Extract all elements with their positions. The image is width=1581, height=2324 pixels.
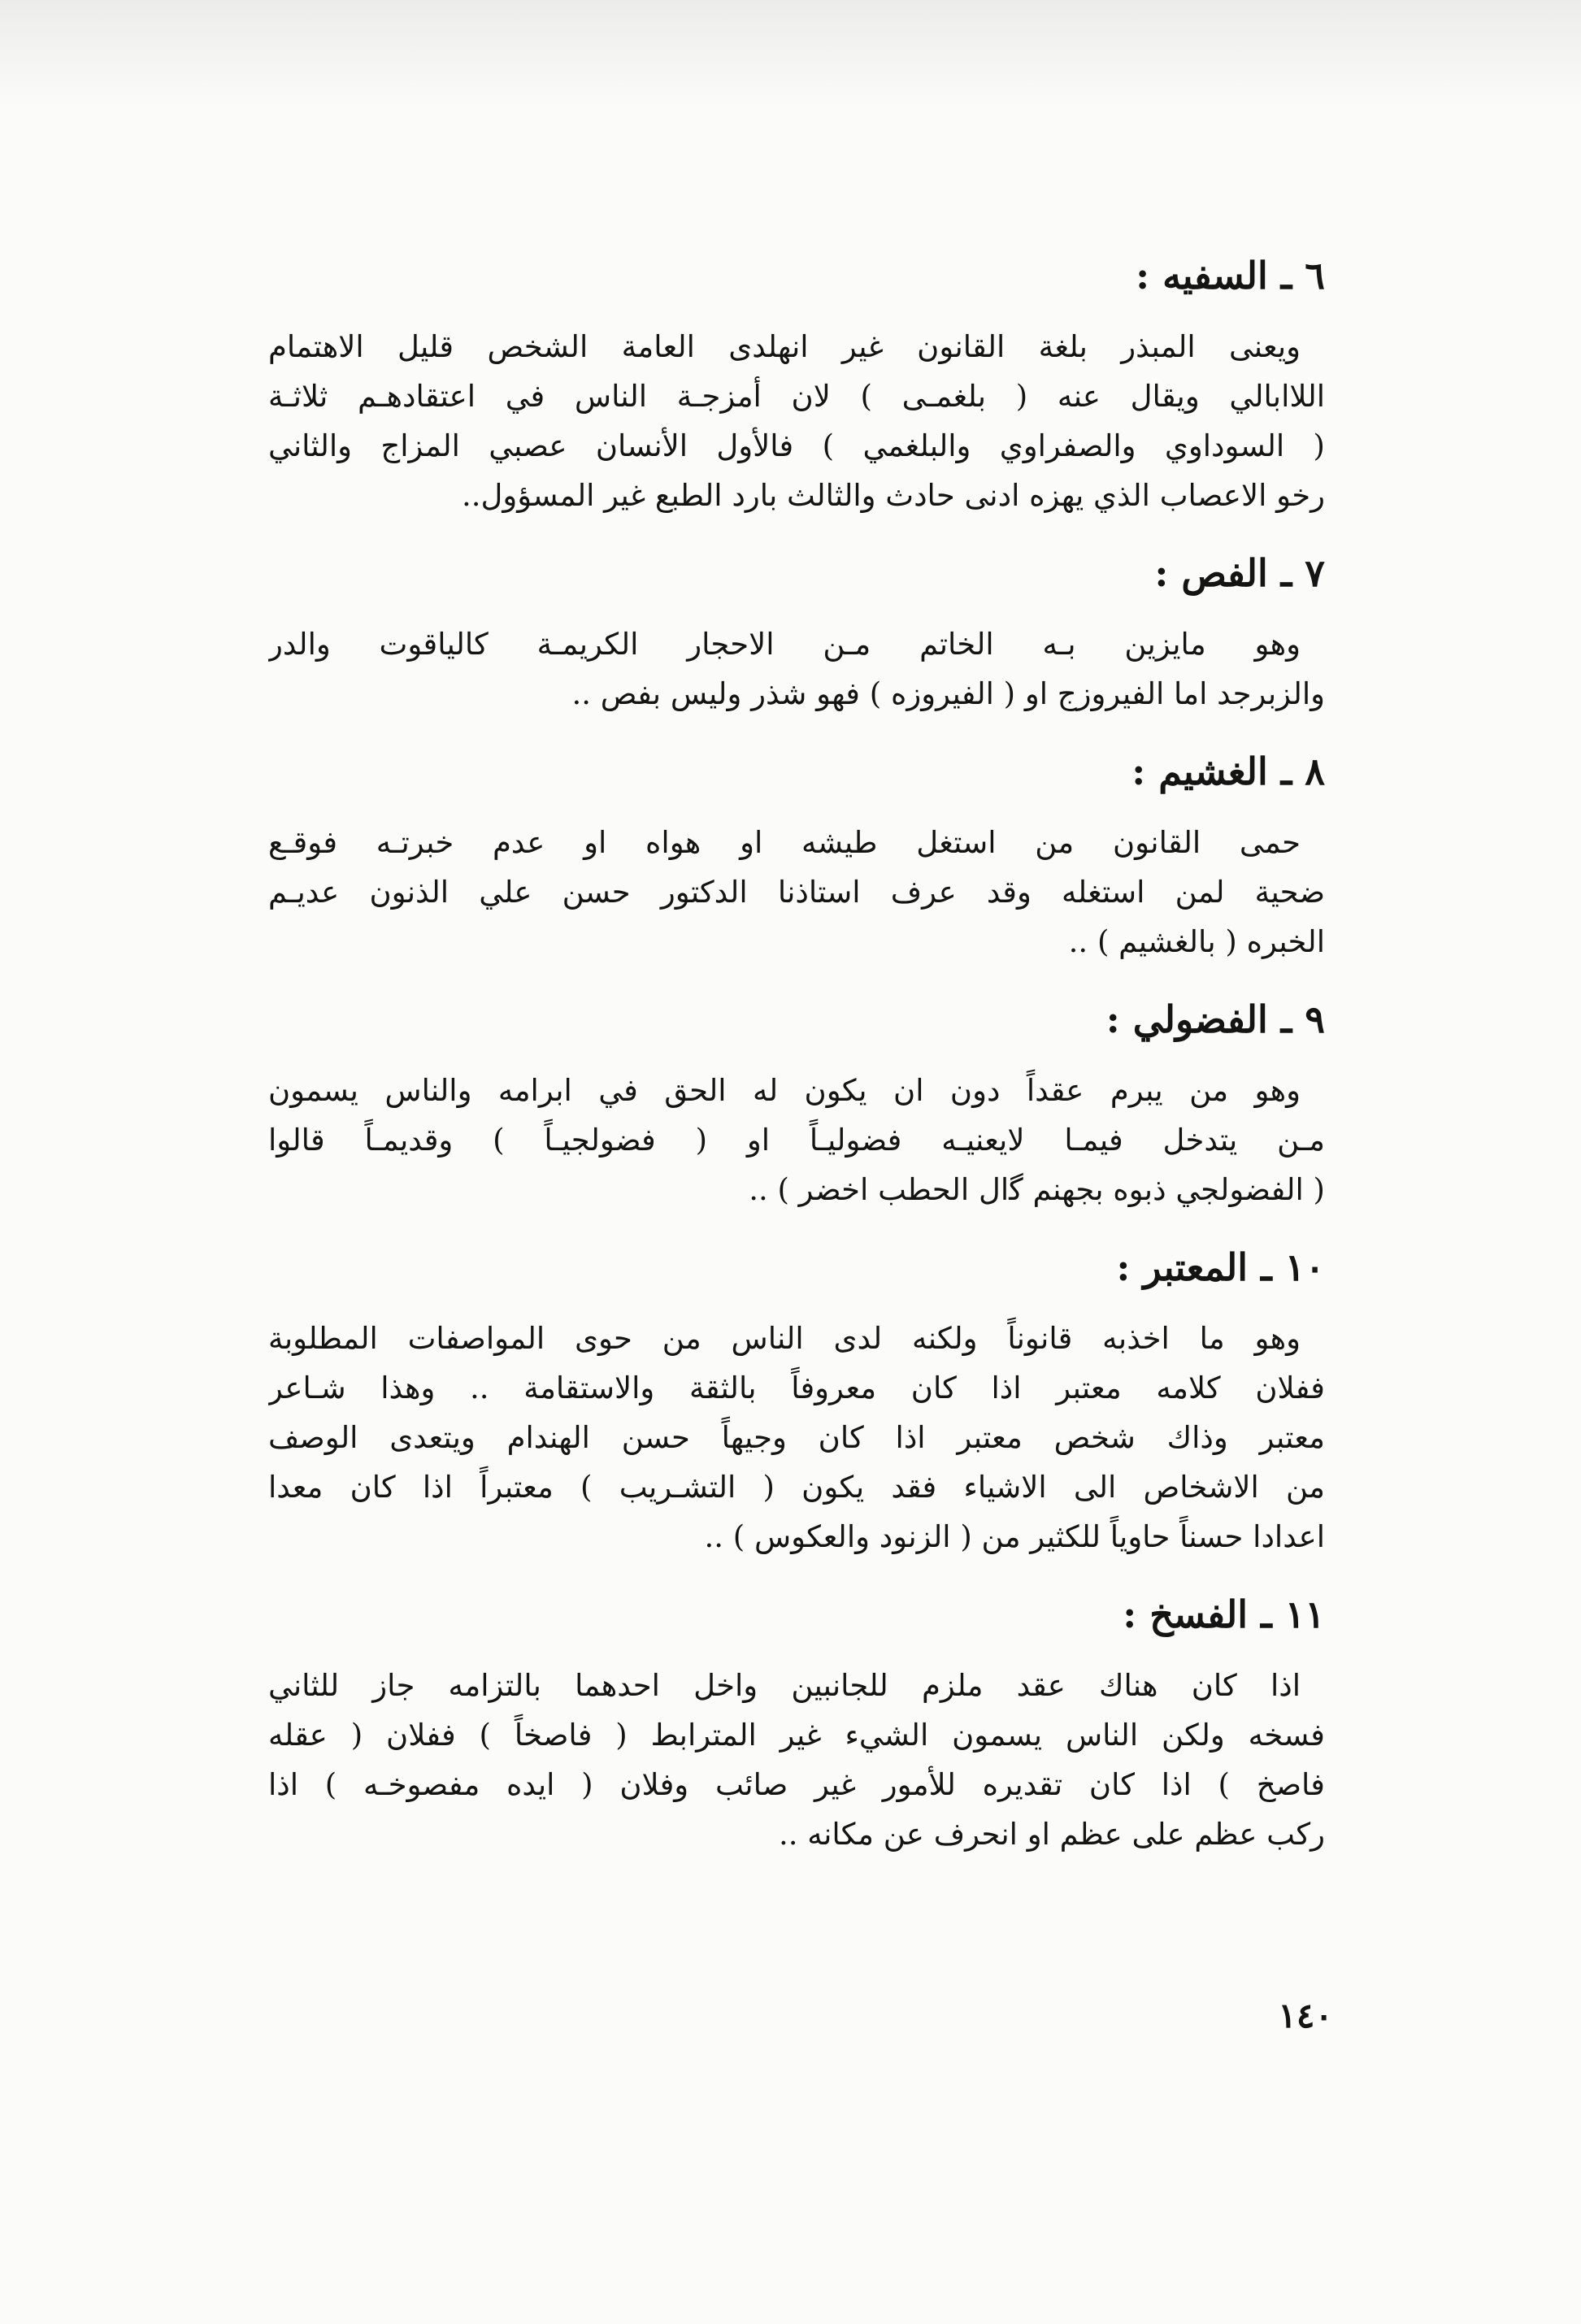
entry-text-line: ويعنى المبذر بلغة القانون غير انهلدى العامة الشخص قليل الاهتمام — [268, 329, 1301, 364]
entry-separator: ـ — [1267, 749, 1305, 793]
entry-text-line: رخو الاعصاب الذي يهزه ادنى حادث والثالث بارد الطبع غير المسؤول.. — [462, 478, 1325, 513]
entry-colon: : — [1116, 1245, 1144, 1289]
entry-number: ٨ — [1305, 749, 1325, 793]
entry-text-line: اعدادا حسناً حاوياً للكثير من ( الزنود والعكوس ) .. — [704, 1519, 1325, 1554]
entry-separator: ـ — [1248, 1245, 1285, 1289]
entry-heading — [268, 1236, 1325, 1299]
entry-separator: ـ — [1267, 997, 1305, 1041]
entry-text-line: ( الفضولجي ذبوه بجهنم ﮔال الحطب اخضر ) .. — [749, 1172, 1325, 1207]
entry-number: ١٠ — [1284, 1245, 1325, 1289]
entry-heading — [268, 541, 1325, 605]
entry-text-line: اذا كان هناك عقد ملزم للجانبين واخل احدهما بالتزامه جاز للثاني — [268, 1668, 1301, 1703]
entry-text-line: ( السوداوي والصفراوي والبلغمي ) فالأول الأنسان عصبي المزاج والثاني — [268, 428, 1325, 463]
entry-text-line: اللاابالي ويقال عنه ( بلغمـى ) لان أمزجـة الناس في اعتقادهـم ثلاثـة — [268, 379, 1325, 414]
glossary-entry — [268, 1236, 1325, 1562]
glossary-entry — [268, 244, 1325, 520]
entry-heading — [268, 988, 1325, 1051]
entry-term: السفيه — [1162, 254, 1268, 298]
entry-text-line: مـن يتدخل فيمـا لايعنيـه فضوليـاً او ( فضولجيـاً ) وقديمـاً قالوا — [268, 1123, 1325, 1158]
entry-colon: : — [1131, 749, 1159, 793]
entry-number: ٦ — [1305, 254, 1325, 298]
glossary-entry — [268, 988, 1325, 1214]
entry-text-line: من الاشخاص الى الاشياء فقد يكون ( التشـريب ) معتبراً اذا كان معدا — [268, 1470, 1325, 1505]
glossary-entry — [268, 740, 1325, 967]
entry-text-line: وهو ما اخذبه قانوناً ولكنه لدى الناس من حوى المواصفات المطلوبة — [268, 1321, 1301, 1356]
entry-heading — [268, 740, 1325, 803]
entry-separator: ـ — [1248, 1592, 1285, 1636]
entry-text-line: معتبر وذاك شخص معتبر اذا كان وجيهاً حسن الهندام ويتعدى الوصف — [268, 1420, 1325, 1455]
entry-heading — [268, 1583, 1325, 1646]
entry-text-line: والزبرجد اما الفيروزج او ( الفيروزه ) فهو شذر وليس بفص .. — [571, 676, 1325, 711]
entry-number: ١١ — [1284, 1592, 1325, 1636]
entry-text-line: ركب عظم على عظم او انحرف عن مكانه .. — [779, 1817, 1325, 1852]
entry-text-line: الخبره ( بالغشيم ) .. — [1068, 924, 1325, 959]
entry-text-line: ضحية لمن استغله وقد عرف استاذنا الدكتور حسن علي الذنون عديـم — [268, 875, 1325, 910]
entry-number: ٧ — [1305, 551, 1325, 595]
entry-colon: : — [1154, 551, 1182, 595]
entry-text-line: فاصخ ) اذا كان تقديره للأمور غير صائب وفلان ( ايده مفصوخـه ) اذا — [268, 1767, 1325, 1802]
entry-text-line: فسخه ولكن الناس يسمون الشيء غير المترابط ( فاصخاً ) ففلان ( عقله — [268, 1718, 1325, 1753]
entry-separator: ـ — [1267, 551, 1305, 595]
entry-separator: ـ — [1267, 254, 1305, 298]
entry-colon: : — [1123, 1592, 1150, 1636]
entry-heading — [268, 244, 1325, 307]
entry-term: الفص — [1181, 551, 1268, 595]
entry-term: المعتبر — [1143, 1245, 1249, 1289]
entry-colon: : — [1105, 997, 1133, 1041]
entry-text-line: وهو مايزين بـه الخاتم مـن الاحجار الكريمـة كالياقوت والدر — [268, 627, 1301, 662]
entry-text-line: وهو من يبرم عقداً دون ان يكون له الحق في ابرامه والناس يسمون — [268, 1073, 1301, 1108]
scan-shadow — [0, 0, 1581, 106]
entry-term: الفضولي — [1132, 997, 1268, 1041]
entry-colon: : — [1136, 254, 1163, 298]
entry-term: الفسخ — [1149, 1592, 1249, 1636]
page-number: ١٤٠ — [1278, 1996, 1333, 2035]
entry-text-line: حمى القانون من استغل طيشه او هواه او عدم خبرتـه فوقـع — [268, 825, 1301, 860]
glossary-entry — [268, 541, 1325, 719]
entry-text-line: ففلان كلامه معتبر اذا كان معروفاً بالثقة والاستقامة .. وهذا شـاعر — [268, 1371, 1325, 1405]
glossary-entry — [268, 1583, 1325, 1859]
glossary-content — [268, 244, 1325, 1880]
entry-term: الغشيم — [1158, 749, 1268, 793]
entry-number: ٩ — [1305, 997, 1325, 1041]
